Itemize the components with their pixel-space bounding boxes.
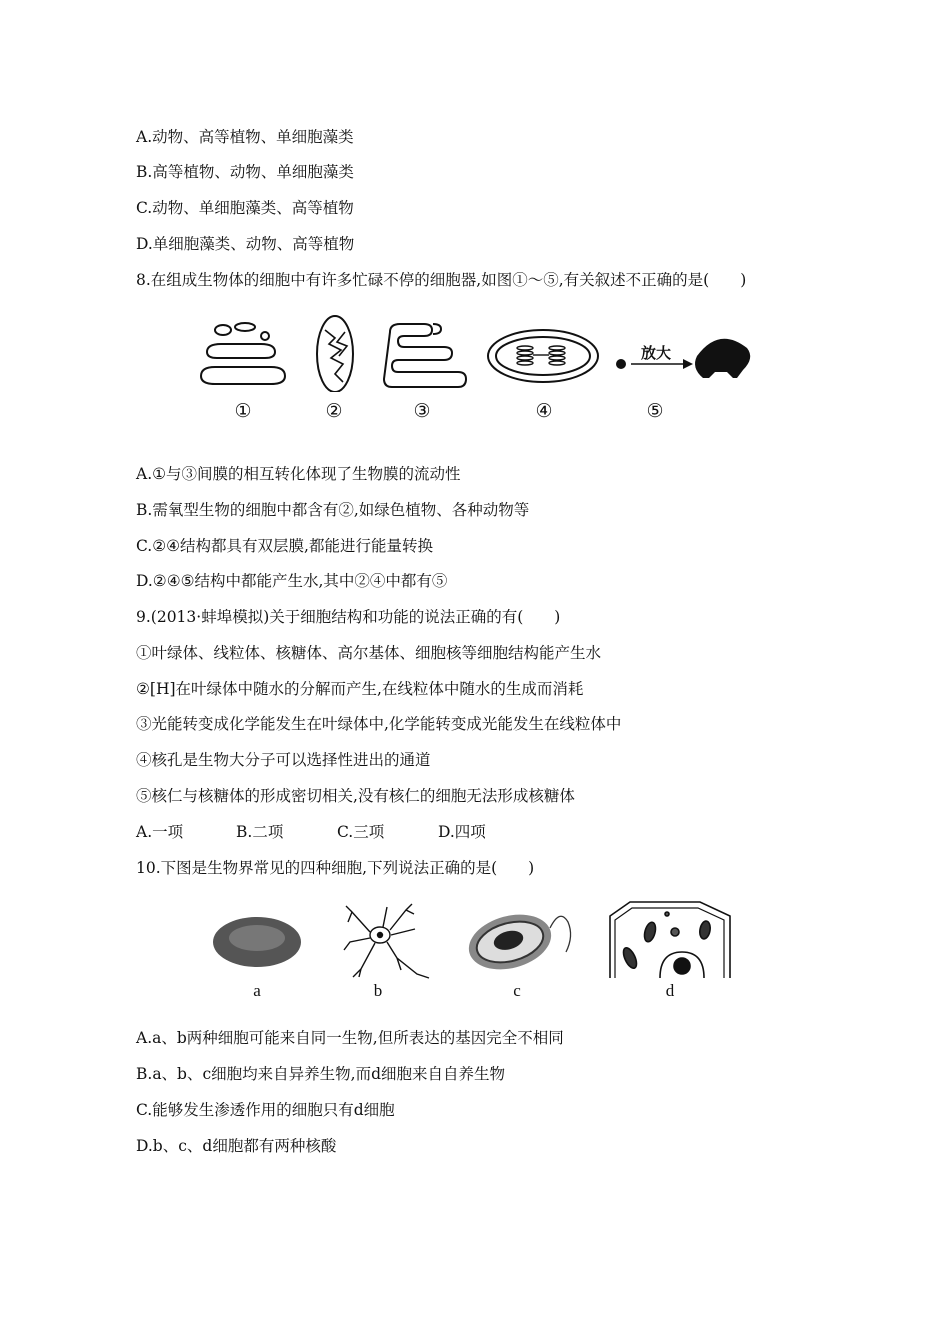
q8-option-d: D.②④⑤结构中都能产生水,其中②④中都有⑤ <box>136 572 448 590</box>
endoplasmic-reticulum-drawing <box>384 324 466 387</box>
q9-option-a: A.一项 <box>136 823 184 841</box>
cell-label-b: b <box>373 981 383 1000</box>
q8-option-c: C.②④结构都具有双层膜,都能进行能量转换 <box>136 537 433 555</box>
q10-option-b: B.a、b、c细胞均来自异养生物,而d细胞来自自养生物 <box>136 1065 506 1083</box>
q9-option-d: D.四项 <box>438 823 486 841</box>
q7-option-c: C.动物、单细胞藻类、高等植物 <box>136 199 354 217</box>
q9-item-5: ⑤核仁与核糖体的形成密切相关,没有核仁的细胞无法形成核糖体 <box>136 787 575 805</box>
neuron-drawing <box>344 904 429 978</box>
q10-option-d: D.b、c、d细胞都有两种核酸 <box>136 1137 337 1155</box>
q8-option-b: B.需氧型生物的细胞中都含有②,如绿色植物、各种动物等 <box>136 501 530 519</box>
cell-figure <box>205 900 750 1005</box>
q10-option-a: A.a、b两种细胞可能来自同一生物,但所表达的基因完全不相同 <box>136 1029 564 1047</box>
ribosome-drawing <box>616 339 750 378</box>
q9-stem: 9.(2013·蚌埠模拟)关于细胞结构和功能的说法正确的有( ) <box>136 608 561 626</box>
chloroplast-drawing <box>488 330 598 382</box>
mitochondrion-drawing <box>317 316 353 392</box>
q7-option-d: D.单细胞藻类、动物、高等植物 <box>136 235 355 253</box>
label-1: ① <box>234 400 252 422</box>
q9-item-3: ③光能转变成化学能发生在叶绿体中,化学能转变成光能发生在线粒体中 <box>136 715 622 733</box>
q10-stem: 10.下图是生物界常见的四种细胞,下列说法正确的是( ) <box>136 859 535 877</box>
q9-item-1: ①叶绿体、线粒体、核糖体、高尔基体、细胞核等细胞结构能产生水 <box>136 644 602 662</box>
red-blood-cell-drawing <box>213 917 301 967</box>
plant-cell-drawing <box>610 902 730 978</box>
cell-drawings <box>205 900 750 980</box>
bacterium-drawing <box>463 906 571 978</box>
cell-label-a: a <box>253 981 261 1000</box>
q7-option-b: B.高等植物、动物、单细胞藻类 <box>136 163 354 181</box>
q9-option-c: C.三项 <box>337 823 385 841</box>
label-5: ⑤ <box>646 400 664 422</box>
q8-stem: 8.在组成生物体的细胞中有许多忙碌不停的细胞器,如图①～⑤,有关叙述不正确的是( ) <box>136 271 747 289</box>
organelle-drawings <box>195 312 765 392</box>
cell-label-d: d <box>665 981 675 1000</box>
label-4: ④ <box>535 400 553 422</box>
organelle-figure <box>195 312 765 432</box>
label-2: ② <box>325 400 343 422</box>
q10-option-c: C.能够发生渗透作用的细胞只有d细胞 <box>136 1101 395 1119</box>
q7-option-a: A.动物、高等植物、单细胞藻类 <box>136 128 354 146</box>
magnify-label: 放大 <box>641 344 672 362</box>
q8-option-a: A.①与③间膜的相互转化体现了生物膜的流动性 <box>136 465 461 483</box>
q9-item-2: ②[H]在叶绿体中随水的分解而产生,在线粒体中随水的生成而消耗 <box>136 680 584 698</box>
label-3: ③ <box>413 400 431 422</box>
q9-options <box>136 822 486 842</box>
q9-option-b: B.二项 <box>236 823 284 841</box>
cell-label-c: c <box>513 981 521 1000</box>
q9-item-4: ④核孔是生物大分子可以选择性进出的通道 <box>136 751 431 769</box>
golgi-apparatus-drawing <box>201 323 285 384</box>
